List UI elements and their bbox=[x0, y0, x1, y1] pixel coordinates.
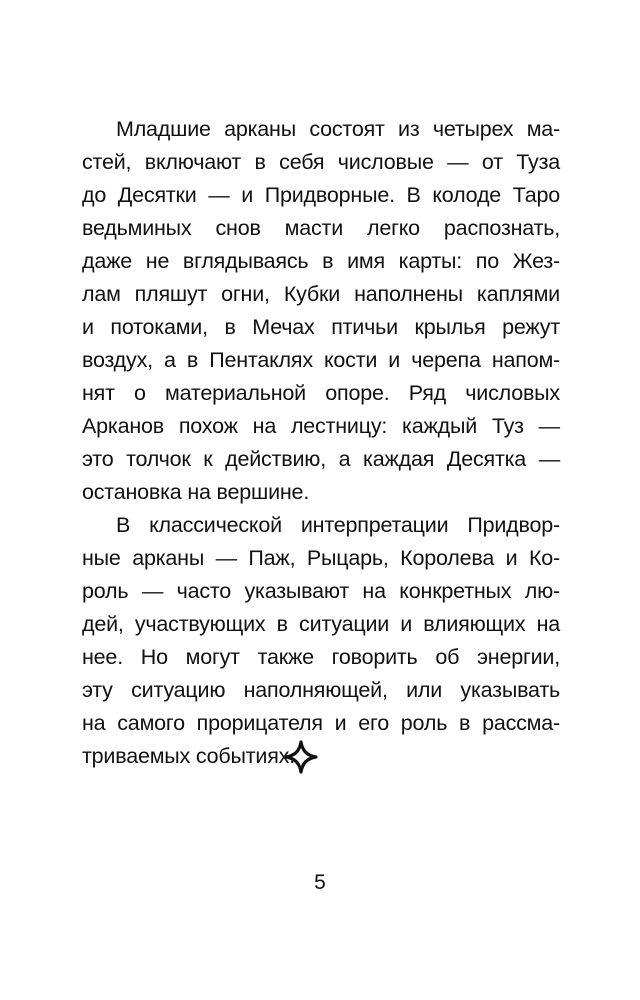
paragraph-2 bbox=[82, 509, 560, 773]
paragraph-1 bbox=[82, 113, 560, 509]
main-text bbox=[82, 113, 560, 773]
text-line: даже не вглядываясь в имя карты: по Жез- bbox=[82, 249, 560, 273]
text-line: остановка на вершине. bbox=[82, 480, 310, 504]
text-line: это толчок к действию, а каждая Десятка — bbox=[82, 447, 560, 471]
text-line: Арканов похож на лестницу: каждый Туз — bbox=[82, 414, 560, 438]
text-line: ные арканы — Паж, Рыцарь, Королева и Ко- bbox=[82, 546, 560, 570]
text-line: роль — часто указывают на конкретных лю- bbox=[82, 579, 560, 603]
text-line: Младшие арканы состоят из четырех ма- bbox=[116, 117, 560, 141]
text-line: стей, включают в себя числовые — от Туза bbox=[82, 150, 560, 174]
text-line: В классической интерпретации Придвор- bbox=[116, 513, 560, 537]
text-line: нее. Но могут также говорить об энергии, bbox=[82, 645, 560, 669]
four-point-star-icon bbox=[284, 740, 318, 774]
text-line: эту ситуацию наполняющей, или указывать bbox=[82, 678, 560, 702]
text-line: ведьминых снов масти легко распознать, bbox=[82, 216, 560, 240]
text-line: лам пляшут огни, Кубки наполнены каплями bbox=[82, 282, 560, 306]
text-line: и потоками, в Мечах птичьи крылья режут bbox=[82, 315, 560, 339]
text-line: дей, участвующих в ситуации и влияющих на bbox=[82, 612, 560, 636]
text-line: нят о материальной опоре. Ряд числовых bbox=[82, 381, 560, 405]
page-number: 5 bbox=[314, 871, 326, 894]
text-line: на самого прорицателя и его роль в рассма- bbox=[82, 711, 560, 735]
text-line: до Десятки — и Придворные. В колоде Таро bbox=[82, 183, 560, 207]
text-line: воздух, а в Пентаклях кости и черепа напом- bbox=[82, 348, 560, 372]
text-line: триваемых событиях. bbox=[82, 744, 296, 768]
